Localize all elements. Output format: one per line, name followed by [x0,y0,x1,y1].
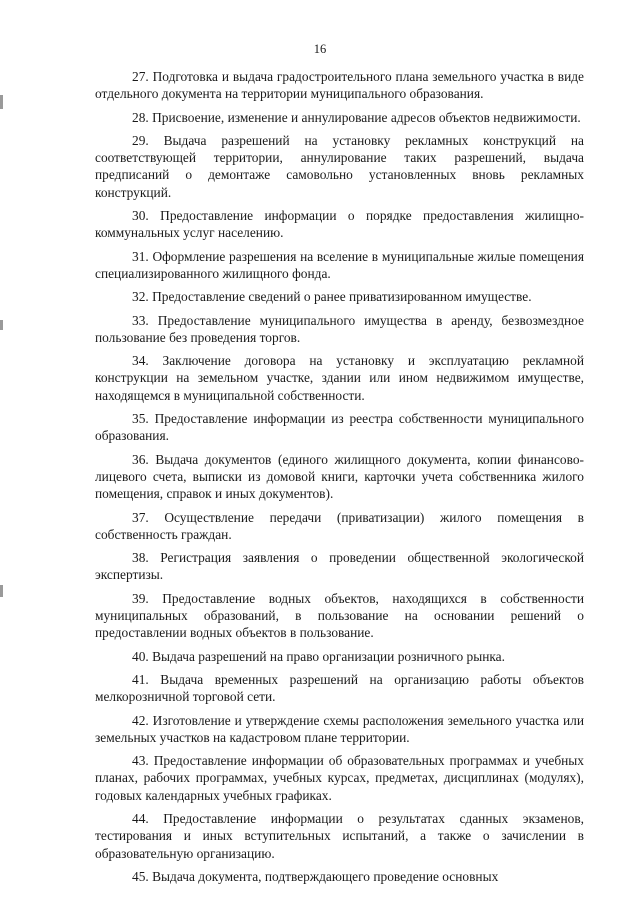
list-item: 44. Предоставление информации о результатах сданных экзаменов, тестирования и иных вступительных испытаний, а также о зачислении в образовательную организацию. [95,810,584,861]
list-item: 39. Предоставление водных объектов, находящихся в собственности муниципальных образований, в пользование на основании решений о предоставлении водных объектов в пользование. [95,590,584,641]
list-item: 36. Выдача документов (единого жилищного документа, копии финансово-лицевого счета, выписки из домовой книги, карточки учета собственника жилого помещения, справок и иных документов). [95,451,584,502]
list-item: 45. Выдача документа, подтверждающего проведение основных [132,868,499,884]
list-item: 38. Регистрация заявления о проведении общественной экологической экспертизы. [95,550,584,583]
scan-edge-mark [0,95,3,109]
list-item: 37. Осуществление передачи (приватизации) жилого помещения в собственность граждан. [95,509,584,542]
list-item: 29. Выдача разрешений на установку рекламных конструкций на соответствующей территории, аннулирование таких разрешений, выдача предписаний о демонтаже самовольно установленных вновь рекламных конструкций. [95,132,584,200]
list-item: 41. Выдача временных разрешений на организацию работы объектов мелкорозничной торговой сети. [95,671,584,705]
page-number: 16 [313,42,327,56]
list-item: 32. Предоставление сведений о ранее приватизированном имуществе. [132,289,532,305]
list-item: 34. Заключение договора на установку и эксплуатацию рекламной конструкции на земельном участке, здании или ином недвижимом имуществе, находящемся в муниципальной собственности. [95,353,584,403]
list-item: 27. Подготовка и выдача градостроительного плана земельного участка в виде отдельного документа на территории муниципального образования. [95,69,584,102]
scan-edge-mark [0,585,3,597]
list-item: 43. Предоставление информации об образовательных программах и учебных планах, рабочих программах, учебных курсах, предметах, дисциплинах (модулях), годовых календарных учебных графиках. [95,753,584,803]
list-item: 42. Изготовление и утверждение схемы расположения земельного участка или земельных участков на кадастровом плане территории. [95,712,584,745]
list-item: 31. Оформление разрешения на вселение в муниципальные жилые помещения специализированного жилищного фонда. [95,248,584,281]
list-item: 28. Присвоение, изменение и аннулирование адресов объектов недвижимости. [132,109,581,125]
list-item: 35. Предоставление информации из реестра собственности муниципального образования. [95,411,584,444]
document-body [95,68,584,891]
list-item: 40. Выдача разрешений на право организации розничного рынка. [132,648,505,664]
scan-edge-mark [0,320,3,330]
list-item: 33. Предоставление муниципального имущества в аренду, безвозмездное пользование без проведения торгов. [95,312,584,345]
list-item: 30. Предоставление информации о порядке предоставления жилищно-коммунальных услуг населению. [95,208,584,241]
